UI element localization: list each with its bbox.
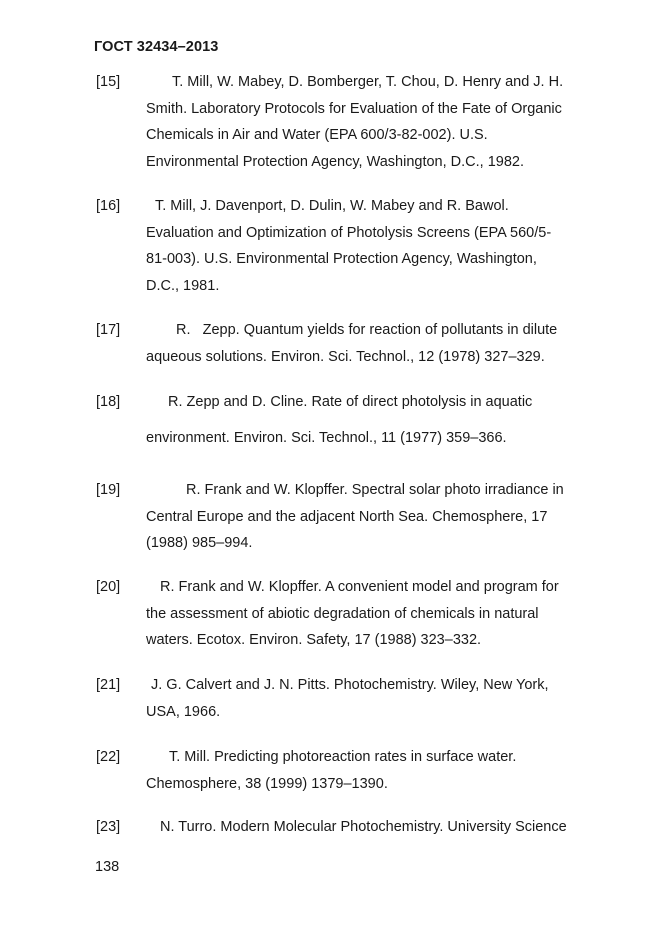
reference-line: waters. Ecotox. Environ. Safety, 17 (1988) 323–332. [146, 632, 482, 648]
reference-line: Central Europe and the adjacent North Sea. Chemosphere, 17 [146, 508, 548, 525]
reference-line: T. Mill. Predicting photoreaction rates in surface water. [169, 749, 517, 765]
reference-text [146, 389, 601, 451]
reference-line: R. Frank and W. Klopffer. Spectral solar photo irradiance in [186, 482, 564, 498]
reference-number: [19] [96, 482, 121, 498]
reference-line: aqueous solutions. Environ. Sci. Technol., 12 (1978) 327–329. [146, 348, 545, 365]
reference-number: [15] [96, 74, 121, 90]
reference-line: Chemicals in Air and Water (EPA 600/3-82-002). U.S. [146, 127, 488, 143]
reference-number: [20] [96, 579, 121, 595]
reference-number: [18] [96, 394, 121, 410]
reference-line: Smith. Laboratory Protocols for Evaluation of the Fate of Organic [146, 100, 562, 117]
reference-line: the assessment of abiotic degradation of chemicals in natural [146, 605, 539, 622]
reference-text [146, 744, 601, 797]
reference-line: R. Zepp. Quantum yields for reaction of pollutants in dilute [176, 322, 558, 338]
reference-text [146, 477, 601, 557]
standard-header: ГОСТ 32434–2013 [94, 39, 219, 55]
reference-number: [23] [96, 819, 121, 835]
reference-text [146, 193, 601, 299]
reference-line: J. G. Calvert and J. N. Pitts. Photochemistry. Wiley, New York, [151, 677, 549, 693]
reference-line: N. Turro. Modern Molecular Photochemistry. University Science [160, 819, 567, 835]
reference-line: USA, 1966. [146, 703, 221, 720]
reference-number: [17] [96, 322, 121, 338]
reference-line: environment. Environ. Sci. Technol., 11 (1977) 359–366. [146, 429, 507, 446]
reference-text [146, 574, 601, 654]
reference-text [146, 317, 601, 370]
reference-line: T. Mill, W. Mabey, D. Bomberger, T. Chou, D. Henry and J. H. [172, 74, 564, 90]
reference-text [146, 69, 601, 175]
reference-line: 81-003). U.S. Environmental Protection Agency, Washington, [146, 251, 537, 267]
reference-number: [22] [96, 749, 121, 765]
page-number: 138 [95, 859, 120, 875]
reference-text [146, 672, 601, 725]
reference-line: Environmental Protection Agency, Washington, D.C., 1982. [146, 153, 525, 170]
reference-text [146, 814, 601, 841]
reference-line: (1988) 985–994. [146, 535, 253, 551]
reference-line: R. Zepp and D. Cline. Rate of direct photolysis in aquatic [168, 394, 533, 410]
reference-number: [16] [96, 198, 121, 214]
reference-line: Chemosphere, 38 (1999) 1379–1390. [146, 775, 388, 792]
reference-line: R. Frank and W. Klopffer. A convenient model and program for [160, 579, 559, 595]
reference-line: D.C., 1981. [146, 277, 220, 294]
reference-line: Evaluation and Optimization of Photolysis Screens (EPA 560/5- [146, 224, 552, 241]
reference-number: [21] [96, 677, 121, 693]
reference-line: T. Mill, J. Davenport, D. Dulin, W. Mabey and R. Bawol. [155, 198, 509, 214]
